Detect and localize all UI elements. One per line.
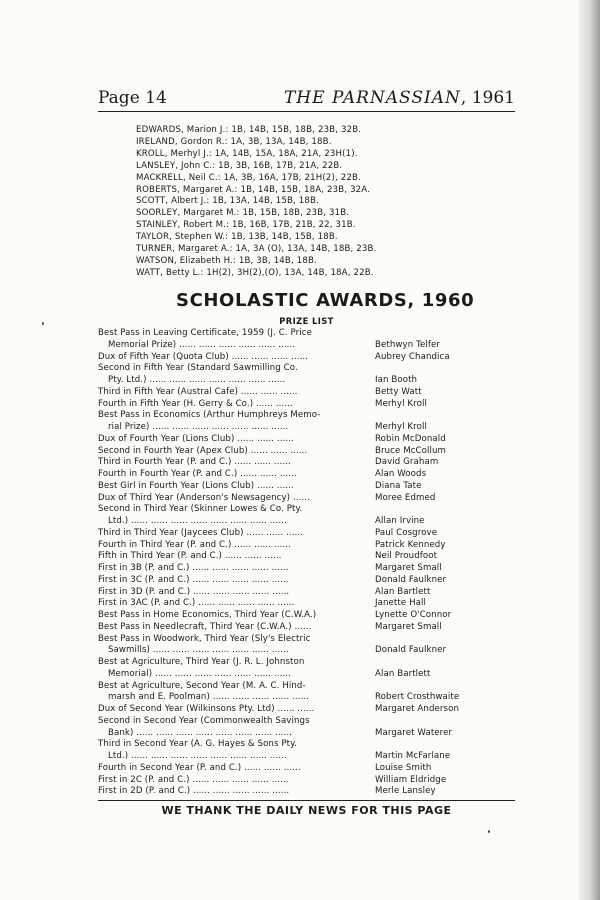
prize-award <box>98 363 375 375</box>
prize-award-text: First in 2C (P. and C.) ...... ...... ...... ...... ...... <box>98 774 289 785</box>
prize-winner: Alan Bartlett <box>375 668 431 679</box>
prize-winner: Neil Proudfoot <box>375 551 438 562</box>
prize-award <box>98 716 375 728</box>
prize-award-text: Ltd.) ...... ...... ...... ...... ...... ...... ...... ...... <box>108 516 287 526</box>
prize-award <box>98 587 375 599</box>
prize-winner: Alan Bartlett <box>375 586 431 597</box>
prize-award-text: Third in Fourth Year (P. and C.) ...... ...... ...... <box>98 457 291 468</box>
prize-row <box>98 610 518 622</box>
prize-winner: Betty Watt <box>375 386 422 397</box>
prize-winner: Allan Irvine <box>375 516 425 526</box>
prize-row <box>98 469 518 481</box>
prize-list <box>98 328 518 798</box>
prize-row <box>98 493 518 505</box>
pass-list-entry: SOORLEY, Margaret M.: 1B, 15B, 18B, 23B, 31B. <box>136 208 350 219</box>
prize-award <box>98 634 375 646</box>
prize-row <box>98 516 518 528</box>
prize-row <box>98 669 518 681</box>
prize-award-text: Memorial Prize) ...... ...... ...... ...... ...... ...... <box>108 339 296 350</box>
prize-row <box>98 375 518 387</box>
prize-winner: Margaret Small <box>375 563 442 573</box>
prize-award <box>98 410 375 422</box>
prize-row <box>98 622 518 634</box>
prize-award-text: Second in Fourth Year (Apex Club) ...... ...... ...... <box>98 445 308 456</box>
prize-award-text: Best Pass in Leaving Certificate, 1959 (J. C. Price <box>98 328 312 338</box>
prize-award-text: Second in Third Year (Skinner Lowes & Co. Pty. <box>98 504 303 515</box>
paper-speck <box>42 322 44 325</box>
prize-row <box>98 634 518 646</box>
prize-winner: Robin McDonald <box>375 433 446 444</box>
prize-award-text: First in 3B (P. and C.) ...... ...... ...... ...... ...... <box>98 563 289 573</box>
prize-award <box>98 446 375 458</box>
prize-award <box>98 775 375 787</box>
prize-winner <box>375 681 515 693</box>
prize-award-text: Sawmills) ...... ...... ...... ...... ...... ...... ...... <box>108 645 289 656</box>
prize-award <box>98 340 375 352</box>
prize-award-text: Third in Fifth Year (Austral Cafe) ...... ...... ...... <box>98 386 298 397</box>
prize-row <box>98 481 518 493</box>
prize-row <box>98 692 518 704</box>
pass-list-entry: WATT, Betty L.: 1H(2), 3H(2),(O), 13A, 14B, 18A, 22B. <box>136 267 374 278</box>
prize-row <box>98 598 518 610</box>
prize-row <box>98 422 518 434</box>
footer-rule <box>98 800 515 801</box>
pass-list-entry: ROBERTS, Margaret A.: 1B, 14B, 15B, 18A, 23B, 32A. <box>136 184 371 195</box>
prize-award <box>98 645 375 657</box>
prize-award-text: Second in Second Year (Commonwealth Savings <box>98 715 310 726</box>
prize-row <box>98 328 518 340</box>
pass-list-entry: KROLL, Merhyl J.: 1A, 14B, 15A, 18A, 21A, 23H(1). <box>136 148 358 159</box>
prize-winner <box>375 634 515 646</box>
prize-award <box>98 692 375 704</box>
prize-award-text: marsh and E. Poolman) ...... ...... ...... ...... ...... <box>108 692 310 703</box>
prize-award <box>98 728 375 740</box>
prize-winner: David Graham <box>375 457 439 468</box>
prize-award-text: Best Pass in Economics (Arthur Humphreys Memo- <box>98 410 321 421</box>
prize-award <box>98 504 375 516</box>
prize-row <box>98 352 518 364</box>
prize-row <box>98 728 518 740</box>
prize-award-text: First in 2D (P. and C.) ...... ...... ...... ...... ...... <box>98 786 290 797</box>
prize-row <box>98 681 518 693</box>
prize-award <box>98 352 375 364</box>
prize-award <box>98 469 375 481</box>
prize-row <box>98 340 518 352</box>
prize-award-text: Best Pass in Needlecraft, Third Year (C.W.A.) ...... <box>98 621 312 632</box>
prize-award-text: Best at Agriculture, Second Year (M. A. C. Hind- <box>98 680 306 691</box>
prize-winner <box>375 504 515 516</box>
pass-list-entry: LANSLEY, John C.: 1B, 3B, 16B, 17B, 21A, 22B. <box>136 160 343 171</box>
prize-winner <box>375 363 515 375</box>
prize-winner: Merhyl Kroll <box>375 422 427 432</box>
publication-name: THE PARNASSIAN <box>283 88 461 108</box>
prize-award <box>98 763 375 775</box>
prize-award-text: Memorial) ...... ...... ...... ...... ...... ...... ...... <box>108 668 291 679</box>
prize-row <box>98 363 518 375</box>
publication-masthead: THE PARNASSIAN, 1961 <box>283 88 515 108</box>
prize-winner: Donald Faulkner <box>375 645 447 656</box>
pass-list-entry: IRELAND, Gordon R.: 1A, 3B, 13A, 14B, 18B. <box>136 136 332 147</box>
prize-award <box>98 493 375 505</box>
prize-winner: Bruce McCollum <box>375 445 447 456</box>
page-number: Page 14 <box>98 88 167 108</box>
prize-award <box>98 786 375 798</box>
prize-award-text: First in 3AC (P. and C.) ...... ...... ...... ...... ...... <box>98 598 295 609</box>
awards-title: SCHOLASTIC AWARDS, 1960 <box>176 290 475 311</box>
prize-award <box>98 575 375 587</box>
prize-winner: Janette Hall <box>375 598 426 609</box>
prize-winner: Martin McFarlane <box>375 751 451 761</box>
prize-award <box>98 540 375 552</box>
prize-row <box>98 704 518 716</box>
prize-row <box>98 434 518 446</box>
prize-award-text: Dux of Second Year (Wilkinsons Pty. Ltd) ...... ...... <box>98 704 315 714</box>
prize-winner: Donald Faulkner <box>375 574 447 585</box>
prize-award <box>98 704 375 716</box>
prize-winner <box>375 739 515 751</box>
prize-award <box>98 551 375 563</box>
prize-row <box>98 387 518 399</box>
prize-award-text: Bank) ...... ...... ...... ...... ...... ...... ...... ...... <box>108 727 293 738</box>
prize-winner: Margaret Small <box>375 621 442 632</box>
prize-award-text: Fifth in Third Year (P. and C.) ...... ...... ...... <box>98 551 282 562</box>
pass-list-entry: WATSON, Elizabeth H.: 1B, 3B, 14B, 18B. <box>136 255 317 266</box>
prize-row <box>98 504 518 516</box>
prize-winner: Patrick Kennedy <box>375 539 446 550</box>
prize-row <box>98 587 518 599</box>
prize-row <box>98 716 518 728</box>
prize-winner: Aubrey Chandica <box>375 351 450 362</box>
prize-award <box>98 528 375 540</box>
page-header <box>98 89 515 112</box>
prize-award <box>98 739 375 751</box>
prize-winner <box>375 657 515 669</box>
prize-award-text: Best Pass in Woodwork, Third Year (Sly's Electric <box>98 633 311 644</box>
prize-award <box>98 751 375 763</box>
prize-winner: William Eldridge <box>375 774 447 785</box>
prize-award <box>98 387 375 399</box>
prize-award-text: Second in Fifth Year (Standard Sawmilling Co. <box>98 363 298 374</box>
prize-award-text: Dux of Fifth Year (Quota Club) ...... ...... ...... ...... <box>98 351 309 362</box>
page-edge-shadow <box>578 0 600 900</box>
prize-row <box>98 575 518 587</box>
prize-award-text: Fourth in Fourth Year (P. and C.) ...... ...... ...... <box>98 469 297 479</box>
prize-winner <box>375 328 515 340</box>
prize-award-text: Best Girl in Fourth Year (Lions Club) ...... ...... <box>98 480 294 491</box>
prize-winner <box>375 410 515 422</box>
prize-winner: Moree Edmed <box>375 492 436 503</box>
prize-row <box>98 540 518 552</box>
prize-row <box>98 786 518 798</box>
prize-award <box>98 610 375 622</box>
prize-award-text: First in 3C (P. and C.) ...... ...... ...... ...... ...... <box>98 574 289 585</box>
prize-winner: Louise Smith <box>375 762 432 773</box>
prize-award-text: Pty. Ltd.) ...... ...... ...... ...... ...... ...... ...... <box>108 375 286 385</box>
prize-award <box>98 399 375 411</box>
prize-row <box>98 739 518 751</box>
prize-row <box>98 763 518 775</box>
prize-winner: Robert Crosthwaite <box>375 692 460 703</box>
pass-list-entry: STAINLEY, Robert M.: 1B, 16B, 17B, 21B, 22, 31B. <box>136 220 356 231</box>
prize-award-text: Ltd.) ...... ...... ...... ...... ...... ...... ...... ...... <box>108 751 287 761</box>
prize-winner <box>375 716 515 728</box>
prize-award-text: Third in Third Year (Jaycees Club) ...... ...... ...... <box>98 527 304 538</box>
prize-winner: Diana Tate <box>375 480 422 491</box>
prize-award-text: First in 3D (P. and C.) ...... ...... ...... ...... ...... <box>98 586 290 597</box>
prize-award <box>98 622 375 634</box>
prize-row <box>98 551 518 563</box>
prize-winner: Merhyl Kroll <box>375 398 427 409</box>
pass-list-entry: SCOTT, Albert J.: 1B, 13A, 14B, 15B, 18B. <box>136 196 319 207</box>
prize-row <box>98 457 518 469</box>
prize-award <box>98 457 375 469</box>
prize-winner: Merle Lansley <box>375 786 436 797</box>
pass-list-entry: TURNER, Margaret A.: 1A, 3A (O), 13A, 14B, 18B, 23B. <box>136 244 377 255</box>
prize-winner: Margaret Waterer <box>375 727 453 738</box>
pass-list-entry: TAYLOR, Stephen W.: 1B, 13B, 14B, 15B, 18B. <box>136 232 338 243</box>
prize-award <box>98 563 375 575</box>
prize-award <box>98 669 375 681</box>
prize-row <box>98 751 518 763</box>
prize-award <box>98 481 375 493</box>
prize-winner: Paul Cosgrove <box>375 527 438 538</box>
publication-year: 1961 <box>471 88 515 108</box>
prize-row <box>98 563 518 575</box>
prize-award-text: Best at Agriculture, Third Year (J. R. L. Johnston <box>98 657 305 667</box>
prize-row <box>98 775 518 787</box>
prize-award-text: Dux of Third Year (Anderson's Newsagency) ...... <box>98 492 310 503</box>
prize-row <box>98 410 518 422</box>
prize-award <box>98 375 375 387</box>
prize-winner: Bethwyn Telfer <box>375 339 441 350</box>
prize-winner: Ian Booth <box>375 375 418 385</box>
prize-award <box>98 422 375 434</box>
prize-award-text: Fourth in Second Year (P. and C.) ...... ...... ...... <box>98 762 301 773</box>
prize-award <box>98 657 375 669</box>
prize-award-text: Fourth in Third Year (P. and C.) ...... ...... ...... <box>98 539 291 550</box>
prize-award <box>98 328 375 340</box>
prize-row <box>98 446 518 458</box>
prize-winner: Margaret Anderson <box>375 704 459 714</box>
prize-award <box>98 434 375 446</box>
prize-row <box>98 528 518 540</box>
paper-speck <box>488 830 490 833</box>
prize-list-label: PRIZE LIST <box>279 316 334 326</box>
prize-row <box>98 645 518 657</box>
prize-award <box>98 598 375 610</box>
pass-list <box>136 125 446 280</box>
prize-award-text: Best Pass in Home Economics, Third Year (C.W.A.) <box>98 610 317 620</box>
prize-award-text: Third in Second Year (A. G. Hayes & Sons Pty. <box>98 739 297 750</box>
footer-credit: WE THANK THE DAILY NEWS FOR THIS PAGE <box>161 804 452 817</box>
pass-list-entry: EDWARDS, Marion J.: 1B, 14B, 15B, 18B, 23B, 32B. <box>136 125 362 135</box>
prize-award-text: Dux of Fourth Year (Lions Club) ...... ...... ...... <box>98 433 294 444</box>
prize-row <box>98 657 518 669</box>
prize-winner: Alan Woods <box>375 469 427 479</box>
prize-award-text: Fourth in Fifth Year (H. Gerry & Co.) ...... ...... <box>98 398 293 409</box>
prize-award-text: rial Prize) ...... ...... ...... ...... ...... ...... ...... <box>108 422 289 432</box>
prize-award <box>98 681 375 693</box>
prize-winner: Lynette O'Connor <box>375 610 452 620</box>
prize-award <box>98 516 375 528</box>
prize-row <box>98 399 518 411</box>
pass-list-entry: MACKRELL, Neil C.: 1A, 3B, 16A, 17B, 21H(2), 22B. <box>136 172 361 183</box>
